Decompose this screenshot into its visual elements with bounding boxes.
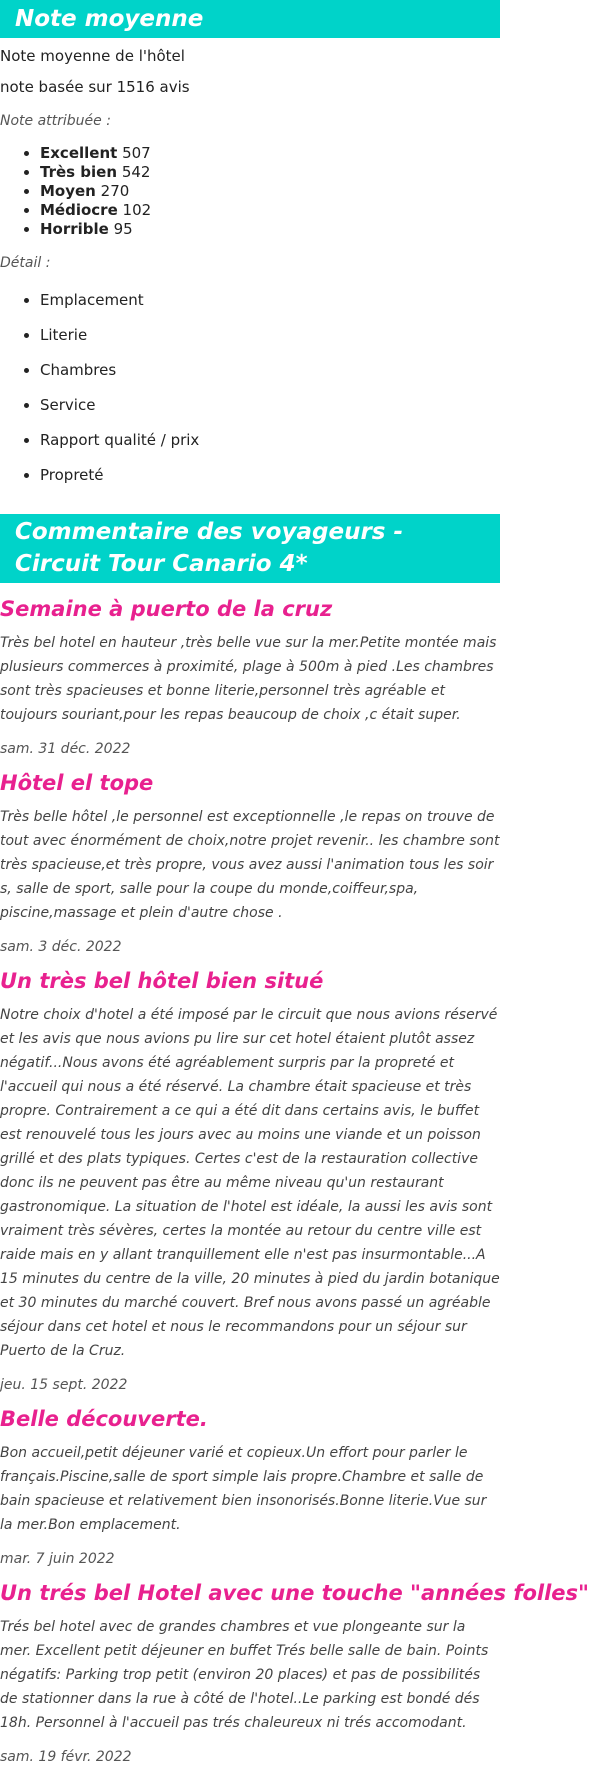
review-item	[0, 1405, 500, 1567]
review-item	[0, 967, 500, 1393]
rating-mediocre	[40, 201, 500, 220]
note-attribuee-label: Note attribuée :	[0, 113, 111, 129]
review-body: Très belle hôtel ,le personnel est exceptionnelle ,le repas on trouve de tout avec énormément de choix,notre projet revenir.. les chambre sont très spacieuse,et très propre, vous avez aussi l'animation tous les soir s, salle de sport, salle pour la coupe du monde,coiffeur,spa, piscine,massage et plein d'autre chose .	[0, 809, 500, 921]
review-body: Bon accueil,petit déjeuner varié et copieux.Un effort pour parler le français.Piscine,salle de sport simple lais propre.Chambre et salle de bain spacieuse et relativement bien insonorisés.Bonne literie.Vue sur la mer.Bon emplacement.	[0, 1445, 487, 1533]
review-list	[0, 595, 589, 1765]
review-item	[0, 595, 500, 757]
ratings-list	[0, 144, 500, 239]
rating-section-heading: Note moyenne	[0, 0, 500, 38]
detail-item: • Literie	[40, 326, 500, 361]
review-title: Belle découverte.	[0, 1407, 208, 1431]
review-date: mar. 7 juin 2022	[0, 1551, 115, 1567]
details-list	[0, 291, 500, 501]
detail-item: • Service	[40, 396, 500, 431]
rating-count: 507	[122, 144, 151, 162]
detail-label: Détail :	[0, 255, 51, 271]
rating-label: Moyen	[40, 182, 96, 200]
rating-count: 95	[113, 220, 133, 238]
rating-label: Très bien	[40, 163, 118, 181]
rating-tres-bien	[40, 163, 500, 182]
review-title: Un très bel hôtel bien situé	[0, 969, 324, 993]
rating-excellent	[40, 144, 500, 163]
rating-label: Médiocre	[40, 201, 118, 219]
review-body: Très bel hotel en hauteur ,très belle vue sur la mer.Petite montée mais plusieurs commerces à proximité, plage à 500m à pied .Les chambres sont très spacieuses et bonne literie,personnel très agréable et toujours souriant,pour les repas beaucoup de choix ,c était super.	[0, 635, 497, 723]
rating-label: Excellent	[40, 144, 118, 162]
review-title: Un trés bel Hotel avec une touche "années folles"	[0, 1581, 589, 1605]
rating-label: Horrible	[40, 220, 109, 238]
review-date: sam. 31 déc. 2022	[0, 741, 131, 757]
detail-item: • Emplacement	[40, 291, 500, 326]
review-title: Semaine à puerto de la cruz	[0, 597, 333, 621]
review-date: sam. 19 févr. 2022	[0, 1749, 132, 1765]
review-date: sam. 3 déc. 2022	[0, 939, 122, 955]
rating-moyen	[40, 182, 500, 201]
review-item	[0, 1579, 589, 1765]
detail-item: • Propreté	[40, 466, 500, 501]
rating-horrible	[40, 220, 500, 239]
review-date: jeu. 15 sept. 2022	[0, 1377, 128, 1393]
review-count-text: note basée sur 1516 avis	[0, 78, 190, 96]
hotel-rating-label: Note moyenne de l'hôtel	[0, 47, 185, 65]
review-body: Notre choix d'hotel a été imposé par le circuit que nous avions réservé et les avis que nous avions pu lire sur cet hotel étaient plutôt assez négatif...Nous avons été agréablement surpris par la propreté et l'accueil qui nous a été réservé. La chambre était spacieuse et très propre. Contrairement a ce qui a été dit dans certains avis, le buffet est renouvelé tous les jours avec au moins une viande et un poisson grillé et des plats typiques. Certes c'est de la restauration collective donc ils ne peuvent pas être au même niveau qu'un restaurant gastronomique. La situation de l'hotel est idéale, la aussi les avis sont vraiment très sévères, certes la montée au retour du centre ville est raide mais en y allant tranquillement elle n'est pas insurmontable...A 15 minutes du centre de la ville, 20 minutes à pied du jardin botanique et 30 minutes du marché couvert. Bref nous avons passé un agréable séjour dans cet hotel et nous le recommandons pour un séjour sur Puerto de la Cruz.	[0, 1007, 500, 1359]
rating-count: 102	[122, 201, 152, 219]
rating-count: 270	[100, 182, 130, 200]
comments-section-heading: Commentaire des voyageurs - Circuit Tour Canario 4*	[0, 514, 500, 583]
review-title: Hôtel el tope	[0, 771, 154, 795]
detail-item: • Rapport qualité / prix	[40, 431, 500, 466]
rating-count: 542	[121, 163, 151, 181]
review-item	[0, 769, 500, 955]
detail-item: • Chambres	[40, 361, 500, 396]
review-body: Trés bel hotel avec de grandes chambres et vue plongeante sur la mer. Excellent petit déjeuner en buffet Trés belle salle de bain. Points négatifs: Parking trop petit (environ 20 places) et pas de possibilités de stationner dans la rue à côté de l'hotel..Le parking est bondé dés 18h. Personnel à l'accueil pas trés chaleureux ni trés accomodant.	[0, 1619, 489, 1731]
